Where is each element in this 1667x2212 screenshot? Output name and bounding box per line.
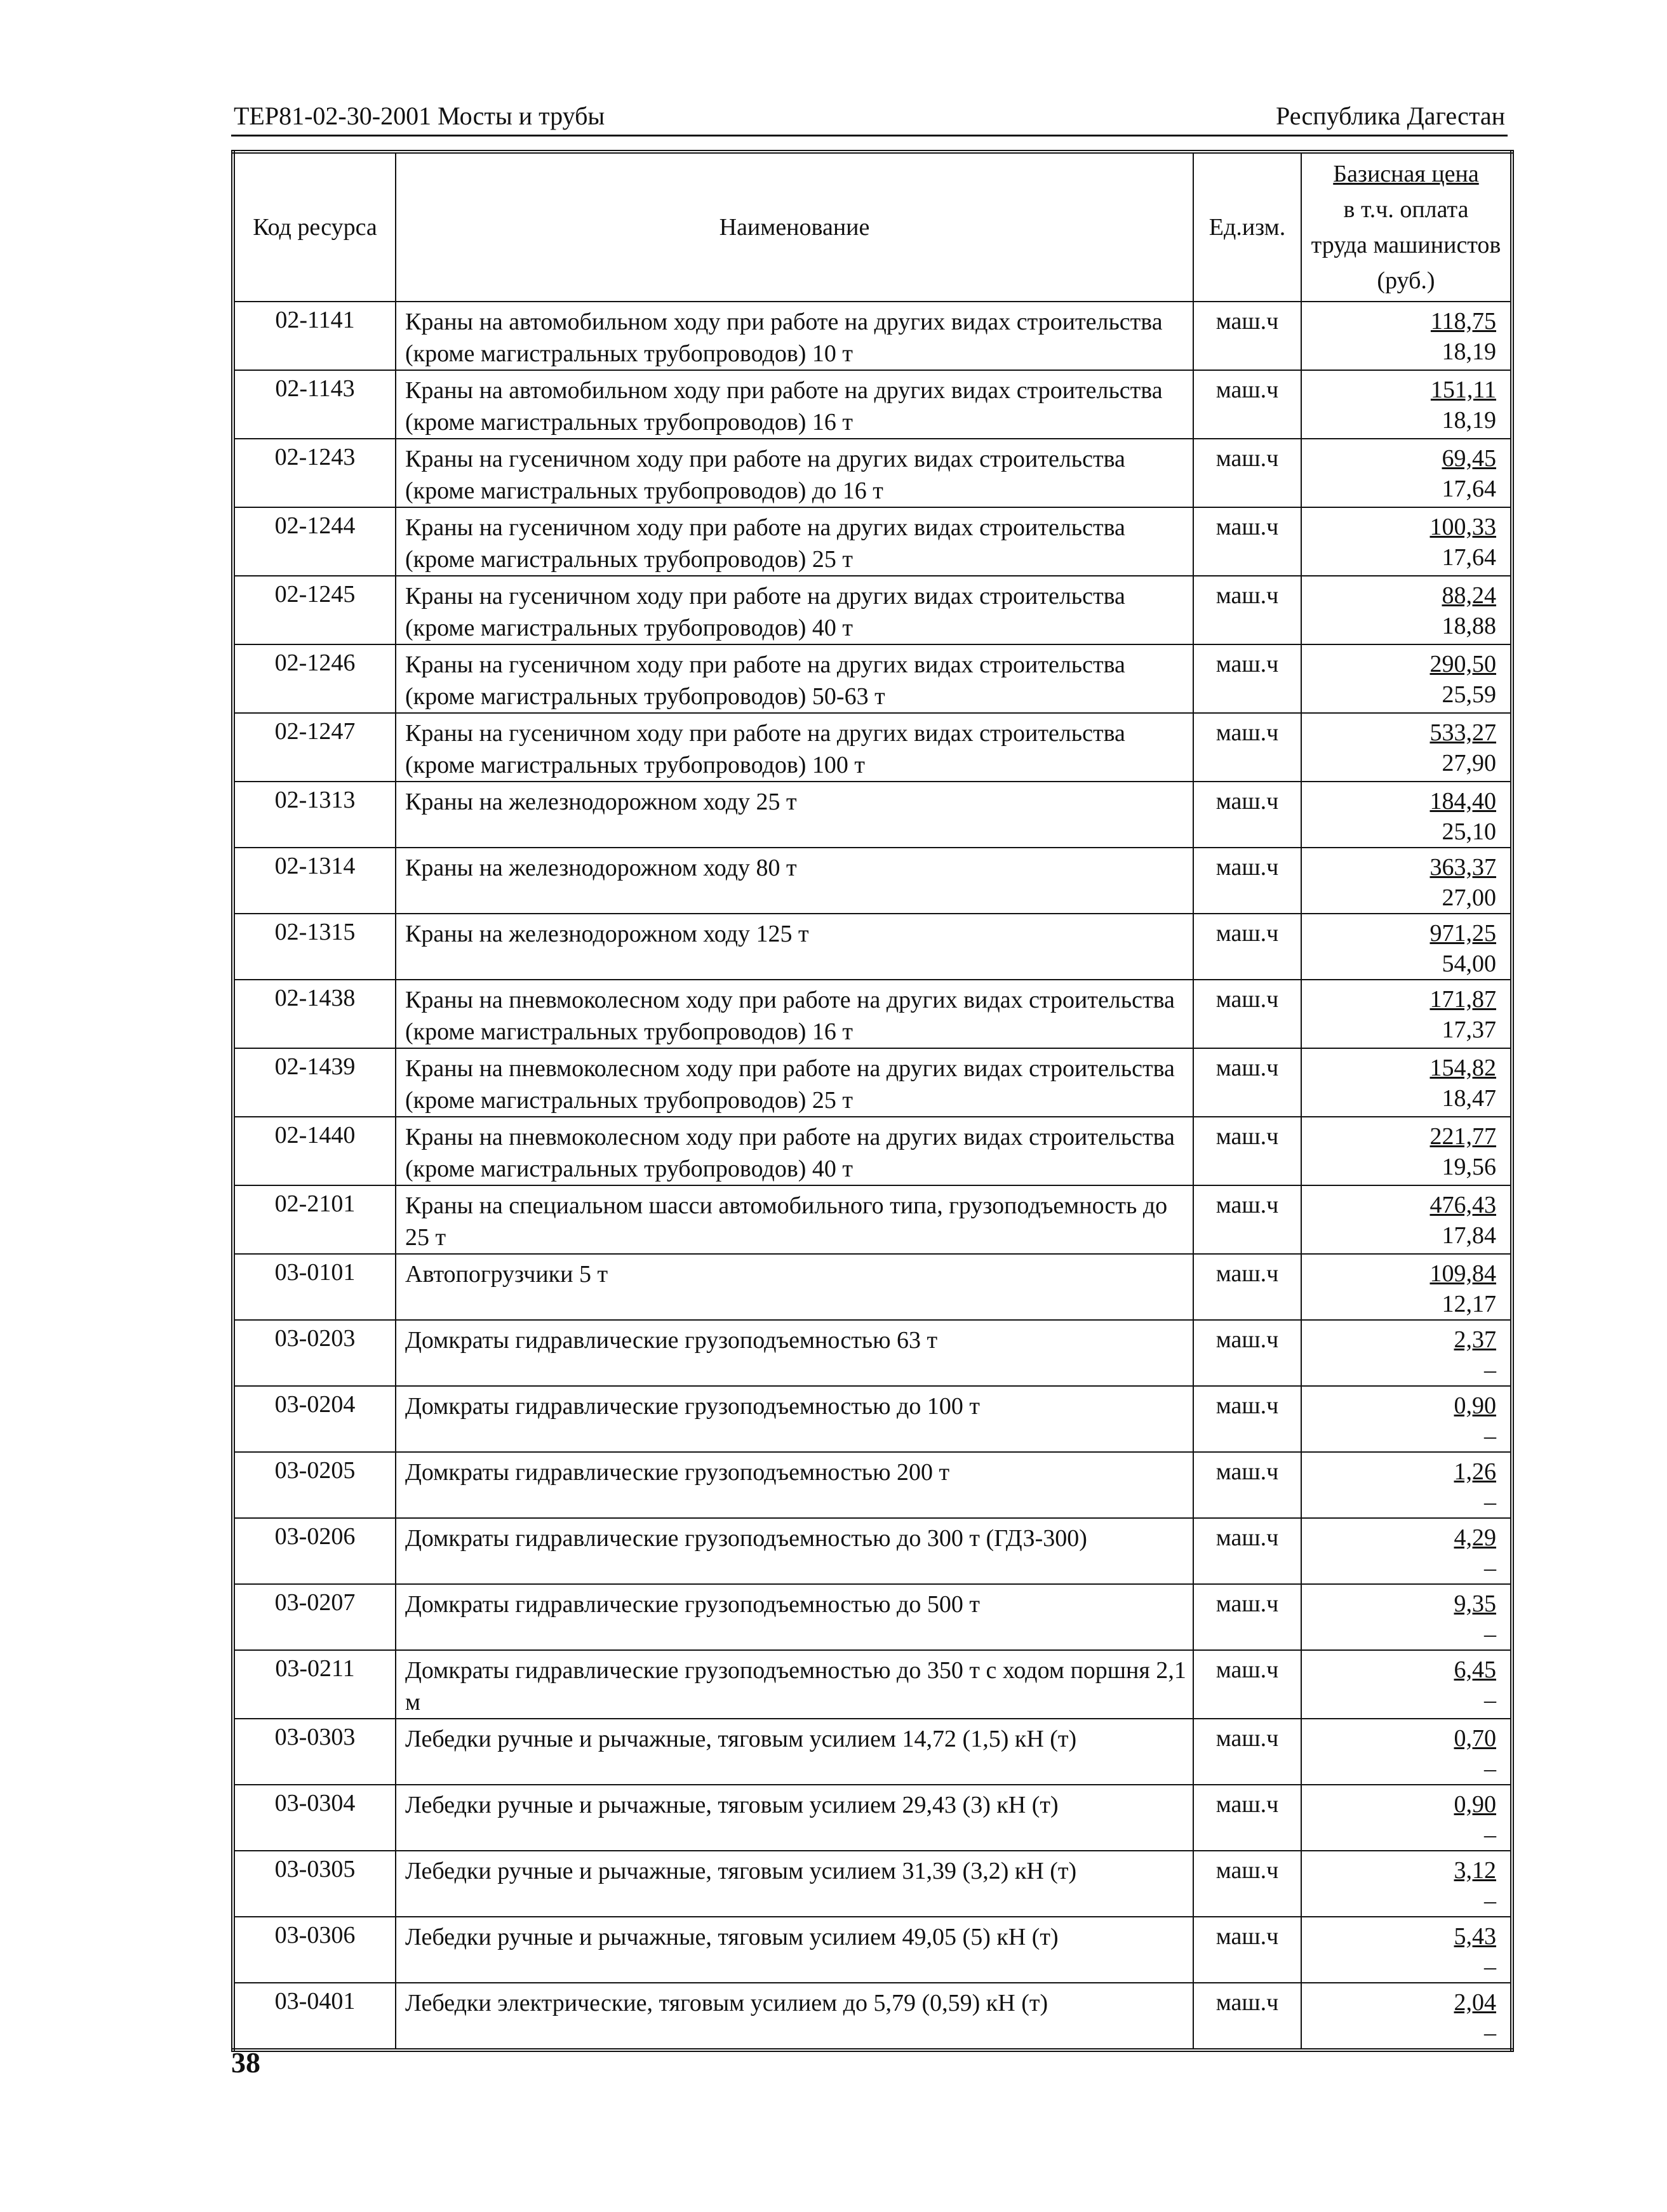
operator-labor-cost: 17,84 bbox=[1442, 1222, 1496, 1249]
resource-code: 02-1247 bbox=[233, 713, 396, 782]
operator-labor-cost: – bbox=[1484, 1489, 1496, 1516]
price-cell bbox=[1301, 644, 1512, 713]
unit-of-measure: маш.ч bbox=[1193, 1518, 1301, 1584]
operator-labor-cost: – bbox=[1484, 1687, 1496, 1714]
unit-of-measure: маш.ч bbox=[1193, 782, 1301, 848]
price-cell bbox=[1301, 1917, 1512, 1983]
table-row bbox=[233, 644, 1512, 713]
base-price: 1,26 bbox=[1454, 1458, 1496, 1485]
base-price: 0,70 bbox=[1454, 1725, 1496, 1752]
base-price: 3,12 bbox=[1454, 1857, 1496, 1884]
price-cell bbox=[1301, 1048, 1512, 1117]
unit-of-measure: маш.ч bbox=[1193, 914, 1301, 980]
operator-labor-cost: – bbox=[1484, 1756, 1496, 1782]
operator-labor-cost: – bbox=[1484, 2020, 1496, 2046]
resource-name: Краны на пневмоколесном ходу при работе на других видах строительства (кроме магистральных трубопроводов) 40 т bbox=[396, 1117, 1193, 1185]
base-price: 69,45 bbox=[1442, 445, 1496, 472]
unit-of-measure: маш.ч bbox=[1193, 576, 1301, 644]
base-price: 151,11 bbox=[1430, 376, 1496, 403]
resource-code: 02-1143 bbox=[233, 370, 396, 439]
resource-name: Лебедки ручные и рычажные, тяговым усилием 14,72 (1,5) кН (т) bbox=[396, 1719, 1193, 1785]
price-cell bbox=[1301, 439, 1512, 507]
table-row bbox=[233, 1320, 1512, 1386]
base-price: 4,29 bbox=[1454, 1524, 1496, 1551]
price-cell bbox=[1301, 1785, 1512, 1851]
table-row bbox=[233, 1386, 1512, 1452]
price-cell bbox=[1301, 370, 1512, 439]
table-row bbox=[233, 370, 1512, 439]
column-header-unit: Ед.изм. bbox=[1193, 152, 1301, 302]
resource-name: Краны на специальном шасси автомобильного типа, грузоподъемность до 25 т bbox=[396, 1185, 1193, 1254]
table-row bbox=[233, 1518, 1512, 1584]
resource-code: 02-1438 bbox=[233, 980, 396, 1048]
resource-name: Домкраты гидравлические грузоподъемностью 200 т bbox=[396, 1452, 1193, 1518]
base-price: 533,27 bbox=[1429, 719, 1496, 746]
resource-name: Лебедки ручные и рычажные, тяговым усилием 29,43 (3) кН (т) bbox=[396, 1785, 1193, 1851]
base-price: 0,90 bbox=[1454, 1791, 1496, 1818]
resource-price-table bbox=[231, 150, 1514, 2052]
price-cell bbox=[1301, 1983, 1512, 2050]
price-header-line4: (руб.) bbox=[1377, 267, 1435, 294]
table-row bbox=[233, 1851, 1512, 1917]
resource-code: 03-0206 bbox=[233, 1518, 396, 1584]
base-price: 0,90 bbox=[1454, 1392, 1496, 1419]
price-cell bbox=[1301, 1117, 1512, 1185]
table-row bbox=[233, 1785, 1512, 1851]
table-row bbox=[233, 302, 1512, 370]
operator-labor-cost: 25,10 bbox=[1442, 818, 1496, 845]
operator-labor-cost: – bbox=[1484, 1621, 1496, 1648]
operator-labor-cost: – bbox=[1484, 1888, 1496, 1914]
operator-labor-cost: – bbox=[1484, 1954, 1496, 1980]
table-row bbox=[233, 980, 1512, 1048]
operator-labor-cost: – bbox=[1484, 1357, 1496, 1383]
resource-code: 02-1244 bbox=[233, 507, 396, 576]
resource-code: 02-2101 bbox=[233, 1185, 396, 1254]
table-row bbox=[233, 1584, 1512, 1650]
base-price: 2,37 bbox=[1454, 1326, 1496, 1353]
resource-code: 02-1243 bbox=[233, 439, 396, 507]
resource-name: Краны на пневмоколесном ходу при работе на других видах строительства (кроме магистральных трубопроводов) 25 т bbox=[396, 1048, 1193, 1117]
resource-table-container bbox=[231, 150, 1510, 2052]
operator-labor-cost: – bbox=[1484, 1822, 1496, 1848]
operator-labor-cost: 17,37 bbox=[1442, 1016, 1496, 1043]
column-header-name: Наименование bbox=[396, 152, 1193, 302]
unit-of-measure: маш.ч bbox=[1193, 507, 1301, 576]
operator-labor-cost: 17,64 bbox=[1442, 544, 1496, 571]
base-price: 363,37 bbox=[1429, 854, 1496, 881]
operator-labor-cost: 19,56 bbox=[1442, 1154, 1496, 1180]
resource-name: Краны на железнодорожном ходу 25 т bbox=[396, 782, 1193, 848]
price-cell bbox=[1301, 1254, 1512, 1320]
resource-name: Домкраты гидравлические грузоподъемностью до 300 т (ГДЗ-300) bbox=[396, 1518, 1193, 1584]
resource-code: 03-0306 bbox=[233, 1917, 396, 1983]
base-price: 184,40 bbox=[1429, 788, 1496, 815]
base-price: 476,43 bbox=[1429, 1192, 1496, 1218]
resource-code: 02-1246 bbox=[233, 644, 396, 713]
resource-name: Домкраты гидравлические грузоподъемностью 63 т bbox=[396, 1320, 1193, 1386]
operator-labor-cost: 18,19 bbox=[1442, 338, 1496, 365]
resource-code: 02-1245 bbox=[233, 576, 396, 644]
base-price: 88,24 bbox=[1442, 582, 1496, 609]
table-row bbox=[233, 1452, 1512, 1518]
resource-code: 03-0205 bbox=[233, 1452, 396, 1518]
resource-name: Автопогрузчики 5 т bbox=[396, 1254, 1193, 1320]
unit-of-measure: маш.ч bbox=[1193, 1185, 1301, 1254]
region-name: Республика Дагестан bbox=[1276, 102, 1505, 130]
unit-of-measure: маш.ч bbox=[1193, 1452, 1301, 1518]
operator-labor-cost: 54,00 bbox=[1442, 950, 1496, 977]
unit-of-measure: маш.ч bbox=[1193, 1719, 1301, 1785]
unit-of-measure: маш.ч bbox=[1193, 1650, 1301, 1719]
resource-name: Краны на железнодорожном ходу 80 т bbox=[396, 848, 1193, 914]
resource-code: 02-1141 bbox=[233, 302, 396, 370]
unit-of-measure: маш.ч bbox=[1193, 713, 1301, 782]
column-header-code: Код ресурса bbox=[233, 152, 396, 302]
price-header-line3: труда машинистов bbox=[1311, 232, 1501, 258]
resource-code: 02-1315 bbox=[233, 914, 396, 980]
resource-name: Домкраты гидравлические грузоподъемностью до 350 т с ходом поршня 2,1 м bbox=[396, 1650, 1193, 1719]
unit-of-measure: маш.ч bbox=[1193, 644, 1301, 713]
price-cell bbox=[1301, 1851, 1512, 1917]
resource-code: 03-0211 bbox=[233, 1650, 396, 1719]
resource-name: Краны на гусеничном ходу при работе на других видах строительства (кроме магистральных трубопроводов) 25 т bbox=[396, 507, 1193, 576]
unit-of-measure: маш.ч bbox=[1193, 1254, 1301, 1320]
price-cell bbox=[1301, 848, 1512, 914]
base-price: 9,35 bbox=[1454, 1590, 1496, 1617]
unit-of-measure: маш.ч bbox=[1193, 980, 1301, 1048]
base-price: 118,75 bbox=[1430, 308, 1496, 335]
price-cell bbox=[1301, 302, 1512, 370]
table-row bbox=[233, 1719, 1512, 1785]
resource-name: Краны на гусеничном ходу при работе на других видах строительства (кроме магистральных трубопроводов) 50-63 т bbox=[396, 644, 1193, 713]
price-cell bbox=[1301, 507, 1512, 576]
resource-name: Краны на гусеничном ходу при работе на других видах строительства (кроме магистральных трубопроводов) 100 т bbox=[396, 713, 1193, 782]
resource-name: Лебедки ручные и рычажные, тяговым усилием 49,05 (5) кН (т) bbox=[396, 1917, 1193, 1983]
resource-name: Краны на автомобильном ходу при работе на других видах строительства (кроме магистральных трубопроводов) 10 т bbox=[396, 302, 1193, 370]
price-cell bbox=[1301, 713, 1512, 782]
base-price: 221,77 bbox=[1429, 1123, 1496, 1150]
resource-code: 02-1314 bbox=[233, 848, 396, 914]
base-price: 6,45 bbox=[1454, 1656, 1496, 1683]
table-body bbox=[233, 302, 1512, 2050]
unit-of-measure: маш.ч bbox=[1193, 1983, 1301, 2050]
table-row bbox=[233, 713, 1512, 782]
operator-labor-cost: 27,90 bbox=[1442, 750, 1496, 776]
operator-labor-cost: 17,64 bbox=[1442, 476, 1496, 502]
table-row bbox=[233, 576, 1512, 644]
price-cell bbox=[1301, 1320, 1512, 1386]
table-row bbox=[233, 1650, 1512, 1719]
resource-name: Краны на гусеничном ходу при работе на других видах строительства (кроме магистральных трубопроводов) до 16 т bbox=[396, 439, 1193, 507]
resource-name: Домкраты гидравлические грузоподъемностью до 100 т bbox=[396, 1386, 1193, 1452]
price-cell bbox=[1301, 1584, 1512, 1650]
price-header-line2: в т.ч. оплата bbox=[1343, 196, 1469, 223]
page-number: 38 bbox=[231, 2046, 260, 2079]
resource-code: 03-0204 bbox=[233, 1386, 396, 1452]
base-price: 100,33 bbox=[1429, 514, 1496, 540]
table-row bbox=[233, 507, 1512, 576]
resource-name: Домкраты гидравлические грузоподъемностью до 500 т bbox=[396, 1584, 1193, 1650]
price-cell bbox=[1301, 782, 1512, 848]
price-cell bbox=[1301, 1650, 1512, 1719]
resource-code: 02-1313 bbox=[233, 782, 396, 848]
base-price: 154,82 bbox=[1429, 1055, 1496, 1081]
base-price: 290,50 bbox=[1429, 651, 1496, 677]
table-header-row bbox=[233, 152, 1512, 302]
resource-name: Лебедки ручные и рычажные, тяговым усилием 31,39 (3,2) кН (т) bbox=[396, 1851, 1193, 1917]
resource-name: Краны на автомобильном ходу при работе на других видах строительства (кроме магистральных трубопроводов) 16 т bbox=[396, 370, 1193, 439]
operator-labor-cost: – bbox=[1484, 1423, 1496, 1449]
unit-of-measure: маш.ч bbox=[1193, 370, 1301, 439]
unit-of-measure: маш.ч bbox=[1193, 1117, 1301, 1185]
resource-code: 03-0207 bbox=[233, 1584, 396, 1650]
resource-code: 02-1440 bbox=[233, 1117, 396, 1185]
table-row bbox=[233, 1983, 1512, 2050]
base-price: 2,04 bbox=[1454, 1989, 1496, 2016]
resource-code: 03-0203 bbox=[233, 1320, 396, 1386]
operator-labor-cost: – bbox=[1484, 1555, 1496, 1582]
price-cell bbox=[1301, 576, 1512, 644]
table-row bbox=[233, 439, 1512, 507]
document-title: ТЕР81-02-30-2001 Мосты и трубы bbox=[234, 102, 605, 130]
operator-labor-cost: 12,17 bbox=[1442, 1291, 1496, 1317]
table-row bbox=[233, 782, 1512, 848]
resource-name: Лебедки электрические, тяговым усилием до 5,79 (0,59) кН (т) bbox=[396, 1983, 1193, 2050]
table-row bbox=[233, 914, 1512, 980]
operator-labor-cost: 18,47 bbox=[1442, 1085, 1496, 1112]
price-cell bbox=[1301, 1518, 1512, 1584]
price-cell bbox=[1301, 980, 1512, 1048]
table-row bbox=[233, 1254, 1512, 1320]
base-price: 109,84 bbox=[1429, 1260, 1496, 1287]
table-row bbox=[233, 1185, 1512, 1254]
unit-of-measure: маш.ч bbox=[1193, 1917, 1301, 1983]
operator-labor-cost: 18,19 bbox=[1442, 407, 1496, 434]
base-price: 171,87 bbox=[1429, 986, 1496, 1013]
resource-code: 03-0101 bbox=[233, 1254, 396, 1320]
price-header-line1: Базисная цена bbox=[1333, 161, 1479, 187]
resource-code: 03-0305 bbox=[233, 1851, 396, 1917]
price-cell bbox=[1301, 1386, 1512, 1452]
price-cell bbox=[1301, 914, 1512, 980]
unit-of-measure: маш.ч bbox=[1193, 1386, 1301, 1452]
unit-of-measure: маш.ч bbox=[1193, 302, 1301, 370]
price-cell bbox=[1301, 1185, 1512, 1254]
table-row bbox=[233, 1917, 1512, 1983]
page-header bbox=[231, 95, 1508, 137]
resource-name: Краны на пневмоколесном ходу при работе на других видах строительства (кроме магистральных трубопроводов) 16 т bbox=[396, 980, 1193, 1048]
unit-of-measure: маш.ч bbox=[1193, 1785, 1301, 1851]
operator-labor-cost: 25,59 bbox=[1442, 681, 1496, 708]
resource-code: 03-0304 bbox=[233, 1785, 396, 1851]
price-cell bbox=[1301, 1719, 1512, 1785]
table-row bbox=[233, 1117, 1512, 1185]
unit-of-measure: маш.ч bbox=[1193, 1048, 1301, 1117]
unit-of-measure: маш.ч bbox=[1193, 439, 1301, 507]
price-cell bbox=[1301, 1452, 1512, 1518]
resource-name: Краны на железнодорожном ходу 125 т bbox=[396, 914, 1193, 980]
operator-labor-cost: 18,88 bbox=[1442, 613, 1496, 639]
operator-labor-cost: 27,00 bbox=[1442, 884, 1496, 911]
column-header-price bbox=[1301, 152, 1512, 302]
base-price: 971,25 bbox=[1429, 920, 1496, 947]
resource-code: 02-1439 bbox=[233, 1048, 396, 1117]
resource-code: 03-0401 bbox=[233, 1983, 396, 2050]
table-row bbox=[233, 848, 1512, 914]
unit-of-measure: маш.ч bbox=[1193, 1584, 1301, 1650]
unit-of-measure: маш.ч bbox=[1193, 1851, 1301, 1917]
unit-of-measure: маш.ч bbox=[1193, 848, 1301, 914]
resource-name: Краны на гусеничном ходу при работе на других видах строительства (кроме магистральных трубопроводов) 40 т bbox=[396, 576, 1193, 644]
base-price: 5,43 bbox=[1454, 1923, 1496, 1950]
resource-code: 03-0303 bbox=[233, 1719, 396, 1785]
table-row bbox=[233, 1048, 1512, 1117]
unit-of-measure: маш.ч bbox=[1193, 1320, 1301, 1386]
